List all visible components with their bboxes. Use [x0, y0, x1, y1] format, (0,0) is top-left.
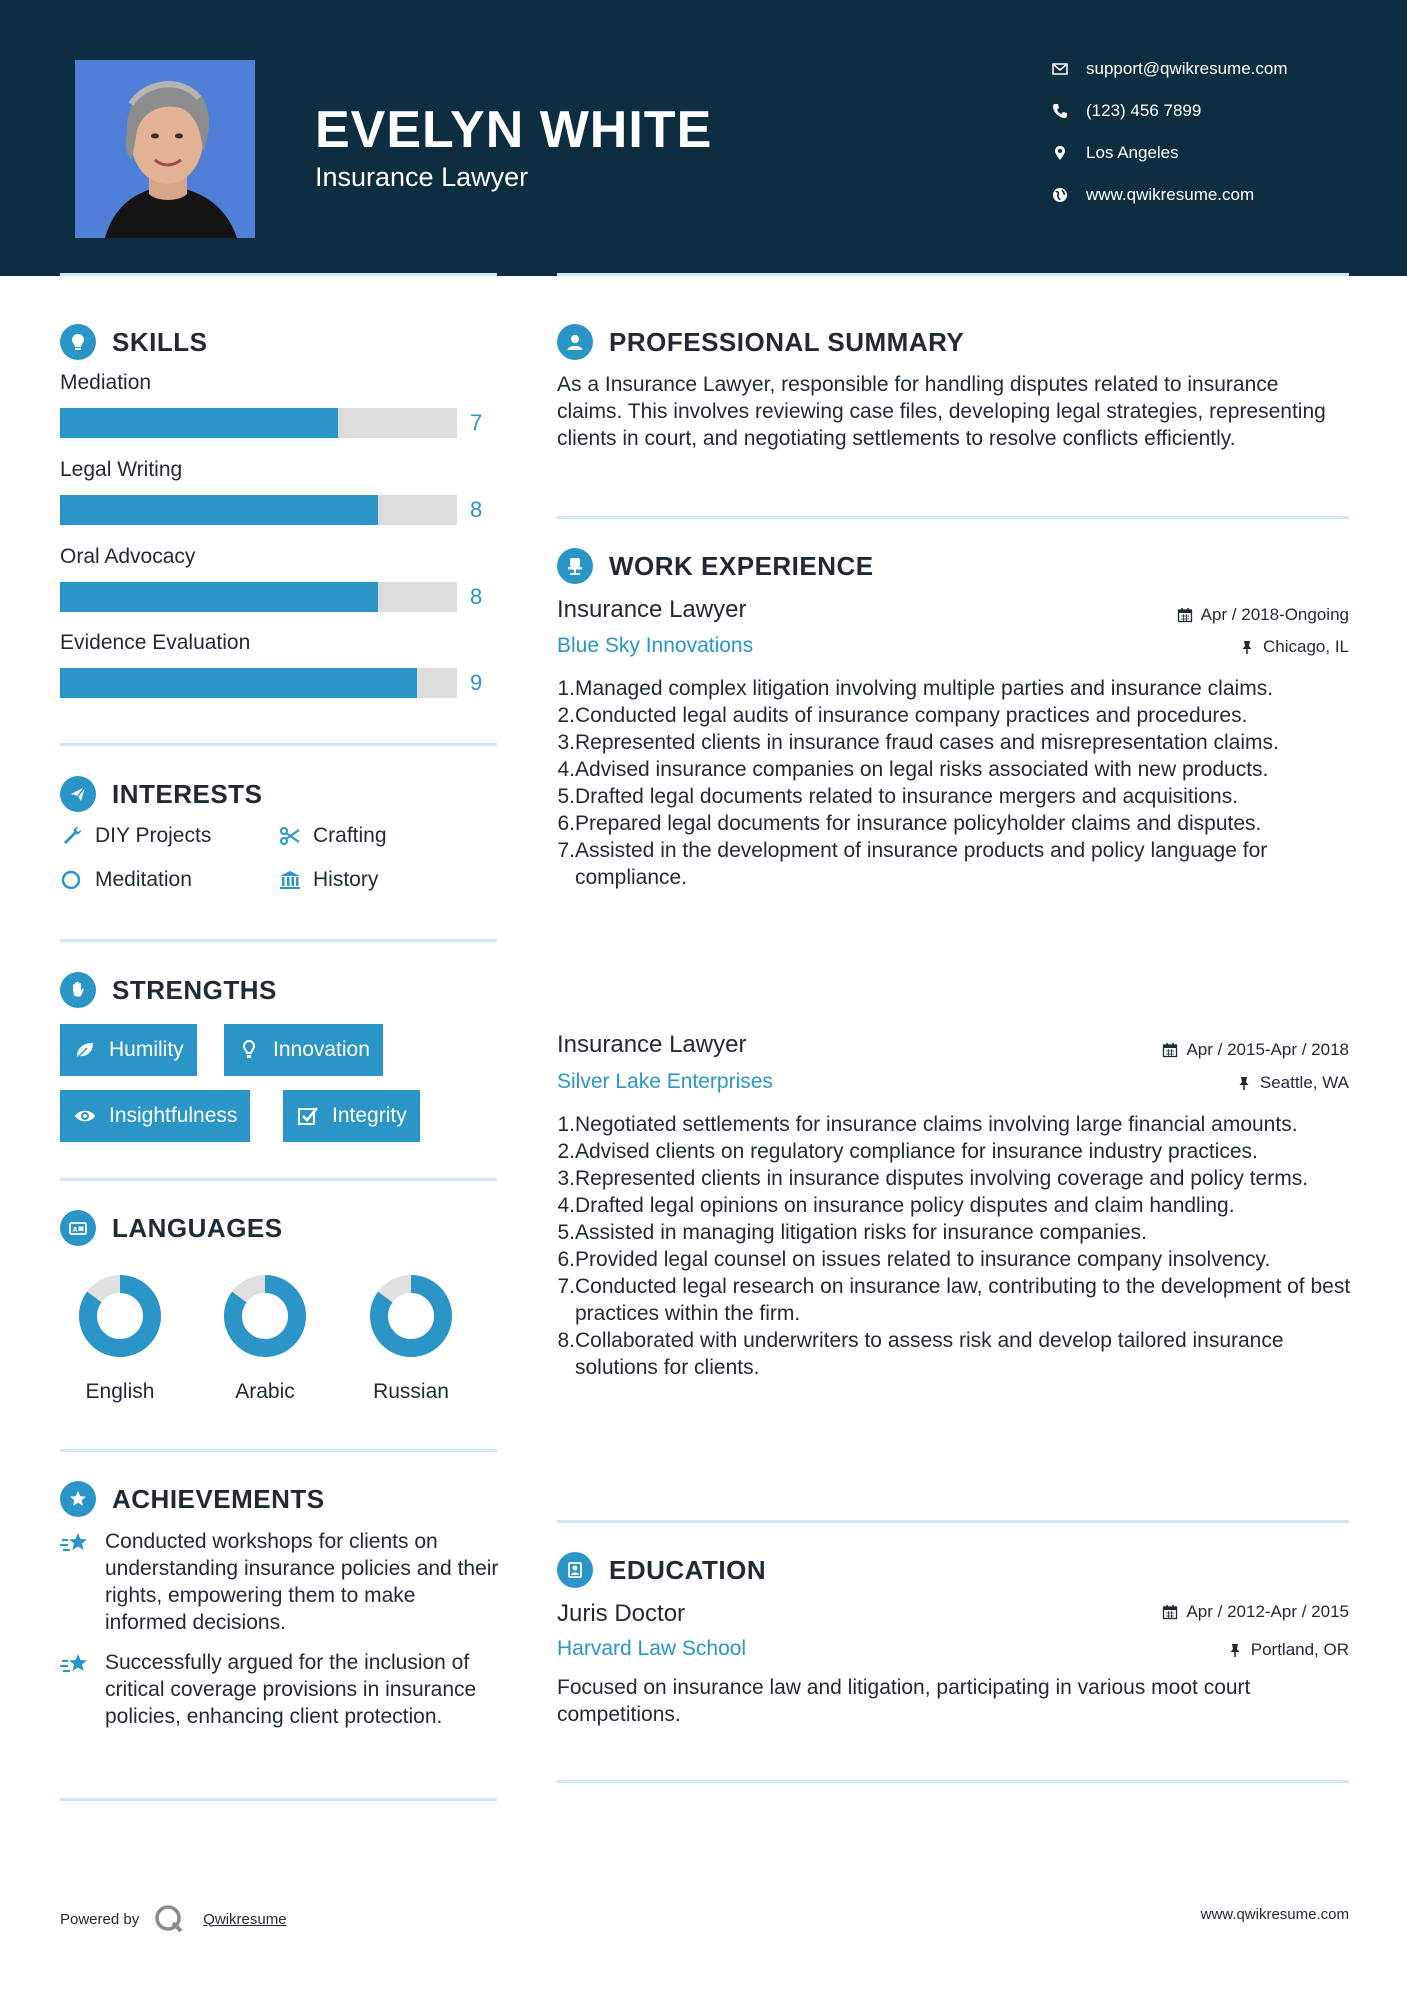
- candidate-name: EVELYN WHITE: [315, 101, 713, 159]
- graduate-icon: [557, 1552, 593, 1588]
- calendar-icon: [1162, 1604, 1178, 1620]
- languages-title: LANGUAGES: [112, 1212, 283, 1243]
- language-name: Arabic: [235, 1380, 295, 1403]
- divider: [557, 273, 1349, 276]
- interest-item: [60, 868, 192, 892]
- education-location: [1227, 1640, 1349, 1660]
- job-location: [1239, 637, 1349, 657]
- achievements-title: ACHIEVEMENTS: [112, 1483, 325, 1514]
- skill-name: Mediation: [60, 371, 152, 394]
- checkbox-icon: [296, 1104, 320, 1128]
- user-icon: [557, 324, 593, 360]
- contact-location: [1052, 143, 1382, 163]
- job-location-text: Chicago, IL: [1263, 637, 1349, 656]
- languages-heading: [60, 1210, 283, 1246]
- skill-name: Legal Writing: [60, 458, 183, 481]
- education-location-text: Portland, OR: [1250, 1640, 1349, 1659]
- contact-location-text: Los Angeles: [1086, 143, 1179, 162]
- strengths-title: STRENGTHS: [112, 974, 277, 1005]
- powered-by-text: Powered by: [60, 1910, 140, 1928]
- shooting-star-icon: [60, 1651, 92, 1679]
- strength-badge: [60, 1090, 250, 1142]
- achievement-item: [60, 1528, 500, 1636]
- phone-icon: [1052, 103, 1068, 119]
- calendar-icon: [1162, 1042, 1178, 1058]
- company-name: Blue Sky Innovations: [557, 634, 754, 657]
- skill-bar: [60, 668, 457, 698]
- qwikresume-logo-icon: [153, 1903, 185, 1935]
- eye-icon: [73, 1104, 97, 1128]
- skill-bar-fill: [60, 668, 417, 698]
- interest-label: Meditation: [95, 868, 192, 891]
- divider: [60, 273, 497, 276]
- interest-label: History: [313, 868, 379, 891]
- footer-branding: [60, 1903, 287, 1935]
- interests-title: INTERESTS: [112, 778, 263, 809]
- profile-photo: [75, 60, 255, 238]
- interest-item: [60, 824, 211, 848]
- degree-title: Juris Doctor: [557, 1600, 686, 1627]
- duty-item: 5. Drafted legal documents related to insurance mergers and acquisitions.: [557, 785, 1239, 808]
- duty-item: 7. Assisted in the development of insurance products and policy language for compliance.: [557, 839, 1268, 889]
- language-item: [351, 1271, 471, 1404]
- job-dates-text: Apr / 2018-Ongoing: [1200, 605, 1349, 624]
- language-donut: [366, 1271, 456, 1361]
- svg-text:A: A: [72, 1225, 78, 1234]
- duties-list: [557, 1111, 1352, 1381]
- candidate-role: Insurance Lawyer: [315, 162, 529, 192]
- strength-label: Humility: [109, 1038, 184, 1061]
- strength-label: Insightfulness: [109, 1104, 238, 1127]
- job-title: Insurance Lawyer: [557, 596, 747, 623]
- circle-icon: [60, 868, 84, 892]
- paper-plane-icon: [60, 776, 96, 812]
- language-donut: [220, 1271, 310, 1361]
- skill-score: 7: [470, 410, 483, 435]
- pushpin-icon: [1227, 1642, 1243, 1658]
- language-card-icon: [60, 1210, 96, 1246]
- interest-item: [278, 868, 378, 892]
- brand-link[interactable]: Qwikresume: [203, 1910, 287, 1928]
- experience-title: WORK EXPERIENCE: [609, 550, 874, 581]
- portrait-image: [75, 60, 255, 238]
- duties-list: [557, 675, 1352, 891]
- divider: [60, 1178, 497, 1181]
- duty-item: 4. Advised insurance companies on legal risks associated with new products.: [557, 758, 1269, 781]
- language-name: Russian: [373, 1380, 449, 1403]
- duty-item: 2. Advised clients on regulatory compliance for insurance industry practices.: [557, 1140, 1258, 1163]
- experience-heading: [557, 548, 874, 584]
- education-description: Focused on insurance law and litigation, participating in various moot court competitions.: [557, 1676, 1251, 1726]
- contact-website-text: www.qwikresume.com: [1086, 185, 1255, 204]
- pushpin-icon: [1236, 1075, 1252, 1091]
- school-name: Harvard Law School: [557, 1637, 747, 1660]
- divider: [60, 1449, 497, 1452]
- duty-item: 1. Negotiated settlements for insurance claims involving large financial amounts.: [557, 1113, 1298, 1136]
- strength-label: Innovation: [273, 1038, 370, 1061]
- globe-icon: [1052, 187, 1068, 203]
- skill-score: 9: [470, 670, 483, 695]
- interest-item: [278, 824, 387, 848]
- calendar-icon: [1177, 607, 1193, 623]
- strength-label: Integrity: [332, 1104, 407, 1127]
- education-heading: [557, 1552, 766, 1588]
- contact-website[interactable]: [1052, 185, 1382, 205]
- envelope-icon: [1052, 61, 1068, 77]
- duty-item: 3. Represented clients in insurance disputes involving coverage and policy terms.: [557, 1167, 1309, 1190]
- contact-email-text: support@qwikresume.com: [1086, 59, 1288, 78]
- duty-item: 2. Conducted legal audits of insurance company practices and procedures.: [557, 704, 1248, 727]
- leaf-icon: [73, 1038, 97, 1062]
- skills-title: SKILLS: [112, 326, 208, 357]
- interests-heading: [60, 776, 262, 812]
- contact-phone[interactable]: [1052, 101, 1382, 121]
- interest-label: Crafting: [313, 824, 387, 847]
- hand-icon: [60, 972, 96, 1008]
- achievements-heading: [60, 1481, 325, 1517]
- skill-bar: [60, 495, 457, 525]
- achievement-text: Conducted workshops for clients on understanding insurance policies and their rights, empowering them to make informed decisions.: [105, 1530, 499, 1634]
- skill-bar: [60, 408, 457, 438]
- education-title: EDUCATION: [609, 1554, 767, 1585]
- language-name: English: [85, 1380, 155, 1403]
- lightbulb-icon: [60, 324, 96, 360]
- company-name: Silver Lake Enterprises: [557, 1070, 773, 1093]
- star-badge-icon: [60, 1481, 96, 1517]
- duty-item: 1. Managed complex litigation involving multiple parties and insurance claims.: [557, 677, 1274, 700]
- summary-title: PROFESSIONAL SUMMARY: [609, 326, 965, 357]
- job-dates-text: Apr / 2015-Apr / 2018: [1186, 1040, 1349, 1059]
- duty-item: 5. Assisted in managing litigation risks for insurance companies.: [557, 1221, 1147, 1244]
- summary-text: As a Insurance Lawyer, responsible for handling disputes related to insurance claims. This involves reviewing case files, developing legal strategies, representing clients in court, and negotiating settlements to resolve conflicts efficiently.: [557, 373, 1326, 450]
- office-chair-icon: [557, 548, 593, 584]
- pushpin-icon: [1239, 639, 1255, 655]
- divider: [60, 939, 497, 942]
- divider: [557, 1520, 1349, 1523]
- skill-bar: [60, 582, 457, 612]
- divider: [557, 1780, 1349, 1783]
- skill-score: 8: [470, 584, 483, 609]
- language-item: [60, 1271, 180, 1404]
- duty-item: 6. Prepared legal documents for insurance policyholder claims and disputes.: [557, 812, 1262, 835]
- contact-phone-text: (123) 456 7899: [1086, 101, 1202, 120]
- divider: [60, 1798, 497, 1801]
- duty-item: 4. Drafted legal opinions on insurance policy disputes and claim handling.: [557, 1194, 1235, 1217]
- skill-bar-fill: [60, 495, 378, 525]
- job-title: Insurance Lawyer: [557, 1031, 747, 1058]
- job-location-text: Seattle, WA: [1259, 1073, 1349, 1092]
- divider: [60, 743, 497, 746]
- map-pin-icon: [1052, 145, 1068, 161]
- language-donut: [75, 1271, 165, 1361]
- strength-badge: [224, 1024, 383, 1076]
- strengths-heading: [60, 972, 277, 1008]
- achievement-item: [60, 1649, 500, 1730]
- achievement-text: Successfully argued for the inclusion of critical coverage provisions in insurance policies, enhancing client protection.: [105, 1651, 477, 1728]
- skill-name: Oral Advocacy: [60, 545, 196, 568]
- wrench-icon: [60, 824, 84, 848]
- footer-website[interactable]: www.qwikresume.com: [1200, 1906, 1349, 1923]
- skill-score: 8: [470, 497, 483, 522]
- interest-label: DIY Projects: [95, 824, 212, 847]
- skill-bar-fill: [60, 582, 378, 612]
- skills-heading: [60, 324, 207, 360]
- summary-heading: [557, 324, 964, 360]
- language-item: [205, 1271, 325, 1404]
- resume-header: [0, 0, 1407, 276]
- scissors-icon: [278, 824, 302, 848]
- strength-badge: [283, 1090, 420, 1142]
- job-location: [1236, 1073, 1349, 1093]
- shooting-star-icon: [60, 1530, 92, 1558]
- skill-bar-fill: [60, 408, 338, 438]
- strength-badge: [60, 1024, 197, 1076]
- job-dates: [1162, 1040, 1349, 1060]
- contact-email[interactable]: [1052, 59, 1382, 79]
- lightbulb-icon: [237, 1038, 261, 1062]
- skill-name: Evidence Evaluation: [60, 631, 251, 654]
- job-dates: [1177, 605, 1349, 625]
- education-dates: [1162, 1602, 1349, 1622]
- education-dates-text: Apr / 2012-Apr / 2015: [1186, 1602, 1349, 1621]
- duty-item: 6. Provided legal counsel on issues related to insurance company insolvency.: [557, 1248, 1271, 1271]
- museum-icon: [278, 868, 302, 892]
- divider: [557, 516, 1349, 519]
- duty-item: 3. Represented clients in insurance fraud cases and misrepresentation claims.: [557, 731, 1279, 754]
- duty-item: 8. Collaborated with underwriters to assess risk and develop tailored insurance solutions for clients.: [557, 1329, 1284, 1379]
- duty-item: 7. Conducted legal research on insurance law, contributing to the development of best practices within the firm.: [557, 1275, 1351, 1325]
